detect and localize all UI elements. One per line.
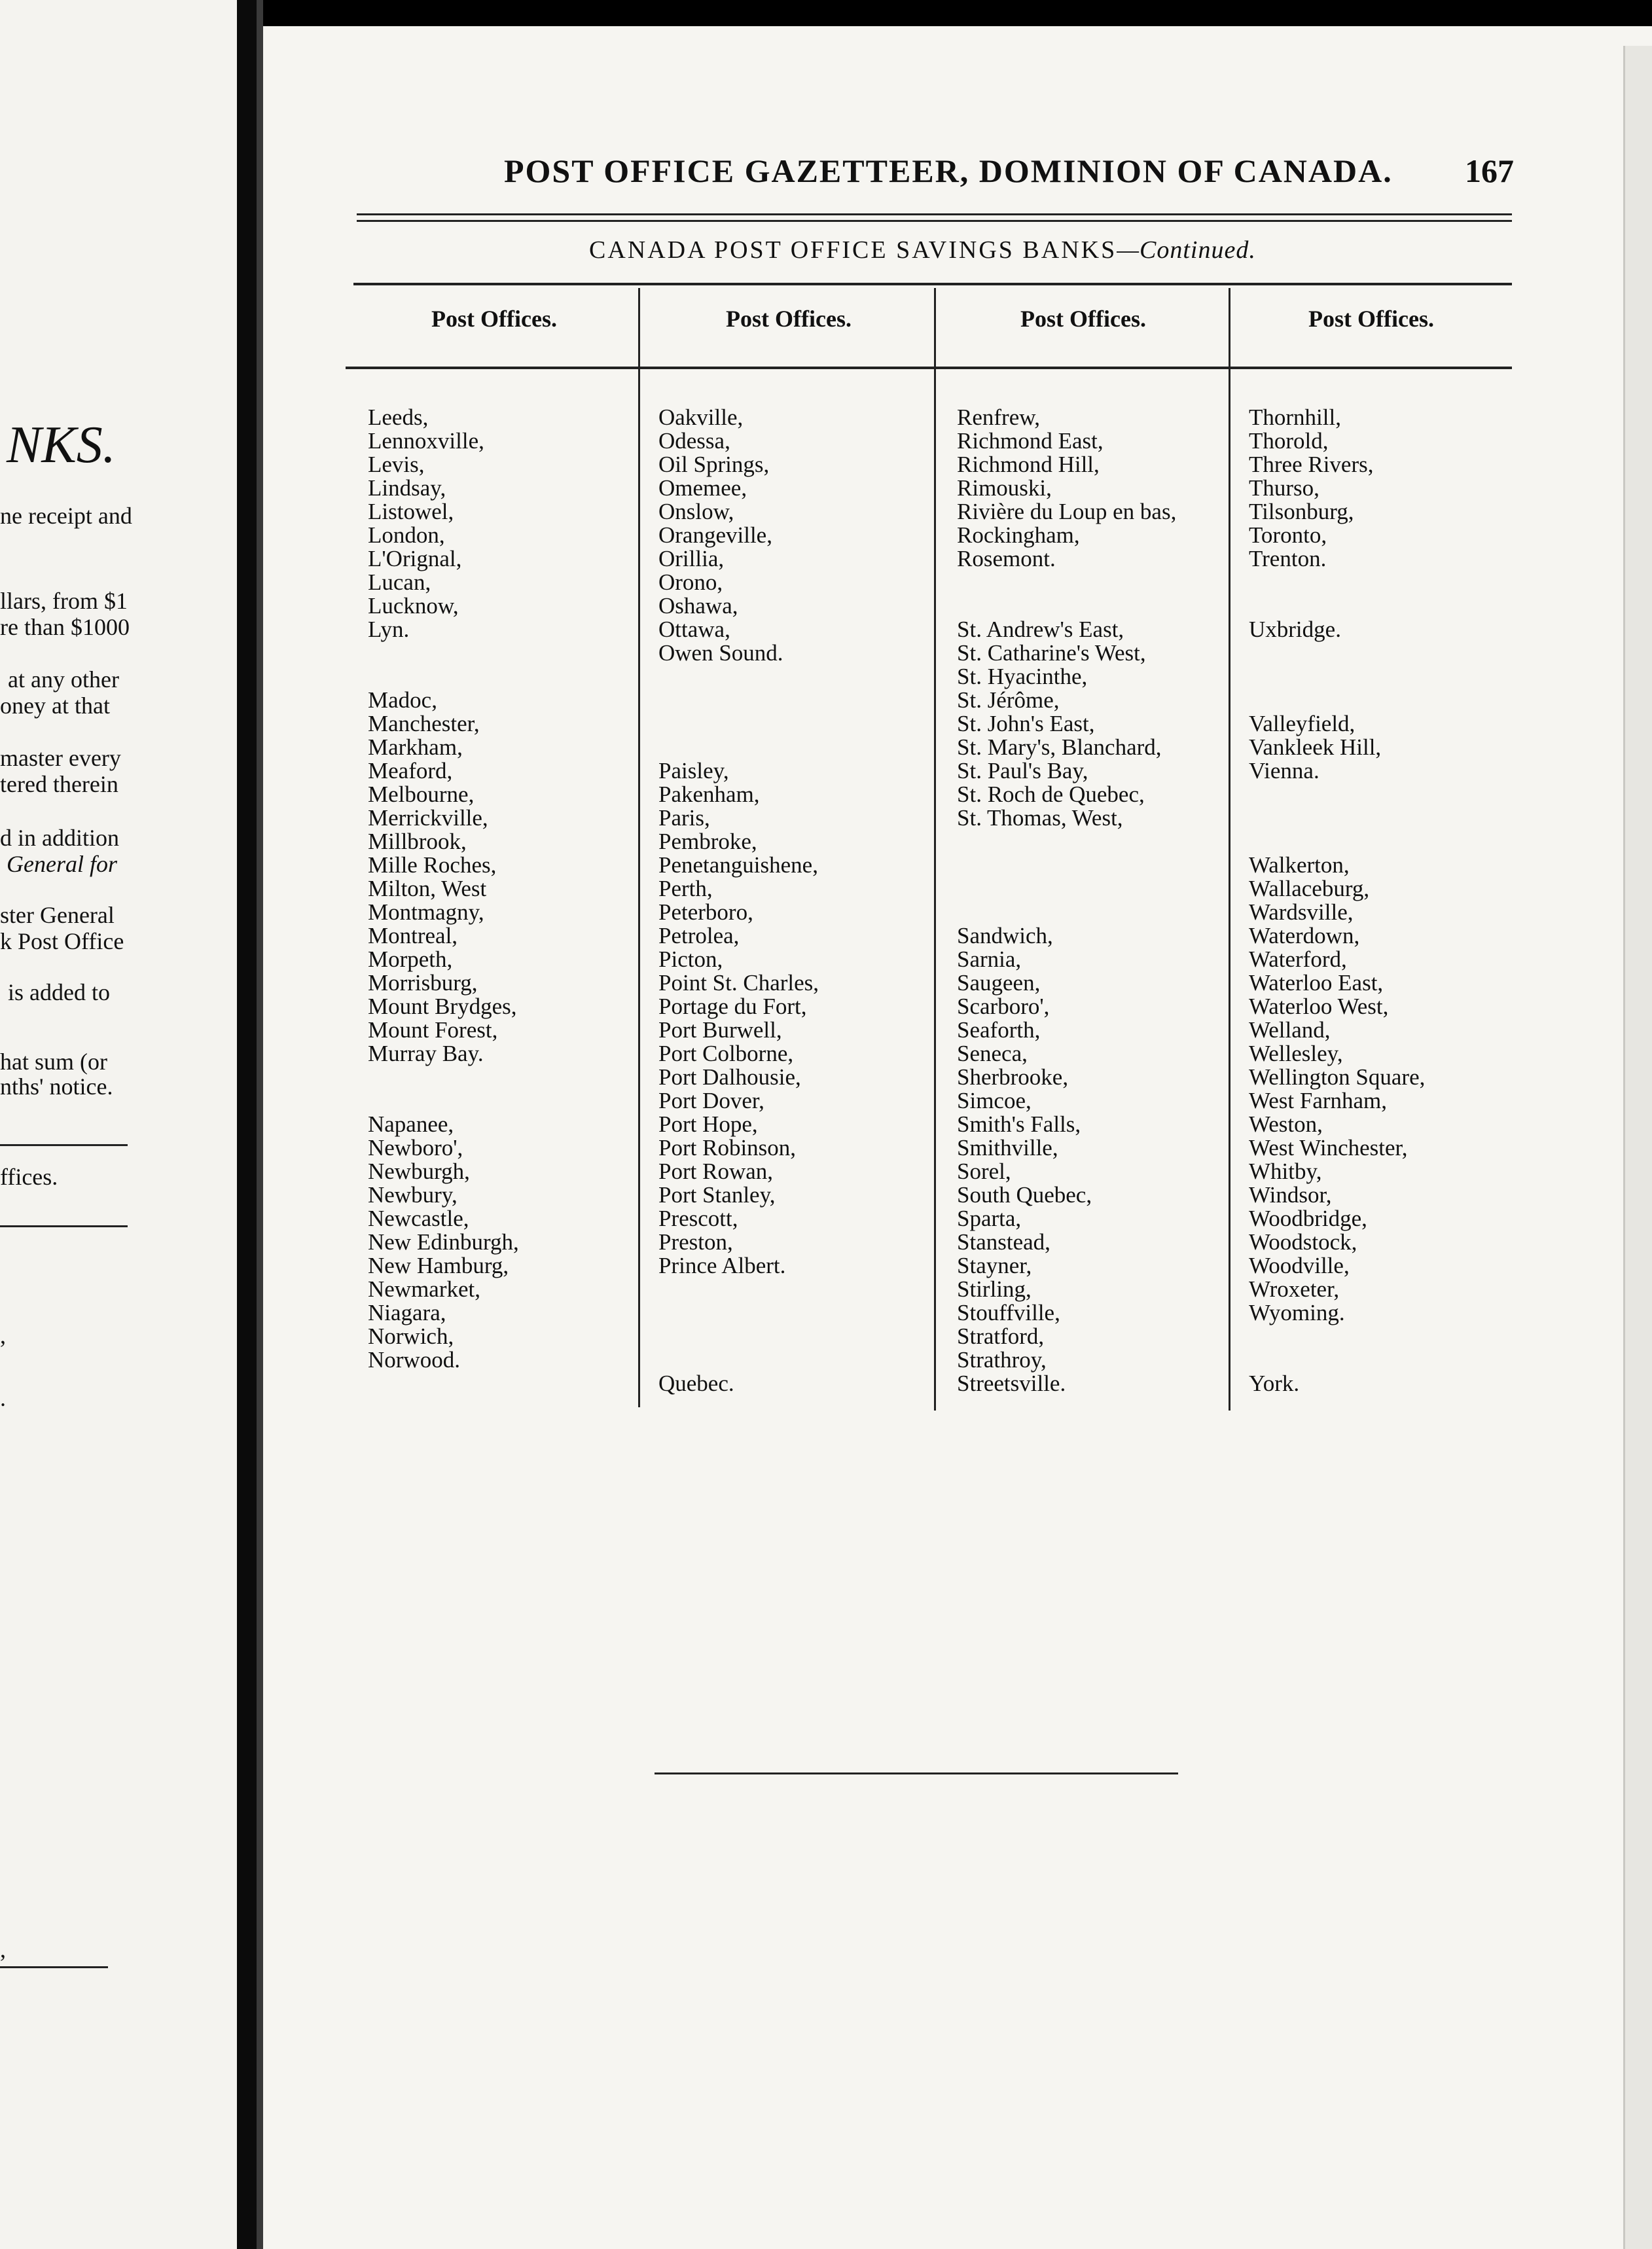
post-office-entry: Stirling,	[957, 1276, 1032, 1302]
left-page-text-16: ffices.	[0, 1164, 58, 1190]
post-office-entry: Milton, West	[368, 876, 487, 901]
post-office-entry: Richmond East,	[957, 428, 1104, 454]
post-office-entry: Woodstock,	[1249, 1229, 1357, 1255]
post-office-entry: Norwich,	[368, 1323, 454, 1349]
left-page-text-10: General for	[7, 851, 117, 877]
left-page-text-7: master every	[0, 745, 121, 771]
post-office-entry: St. Jérôme,	[957, 687, 1060, 713]
post-office-entry: Quebec.	[658, 1371, 734, 1396]
post-office-entry: St. Andrew's East,	[957, 617, 1124, 642]
post-office-entry: Orangeville,	[658, 522, 772, 548]
post-office-entry: Stouffville,	[957, 1300, 1060, 1325]
post-office-entry: Pakenham,	[658, 782, 760, 807]
post-office-entry: Thurso,	[1249, 475, 1320, 501]
post-office-entry: New Hamburg,	[368, 1253, 509, 1278]
column-heading-2: Post Offices.	[726, 306, 852, 332]
post-office-entry: Port Dover,	[658, 1088, 764, 1113]
post-office-entry: Point St. Charles,	[658, 970, 819, 996]
post-office-entry: Omemee,	[658, 475, 747, 501]
post-office-entry: St. Catharine's West,	[957, 640, 1146, 666]
left-page-text-8: tered therein	[0, 771, 118, 797]
column-heading-4: Post Offices.	[1308, 306, 1434, 332]
post-office-entry: London,	[368, 522, 445, 548]
post-office-entry: Simcoe,	[957, 1088, 1032, 1113]
post-office-entry: Rosemont.	[957, 546, 1056, 571]
post-office-entry: Wardsville,	[1249, 899, 1354, 925]
post-office-entry: Listowel,	[368, 499, 454, 524]
page-number: 167	[1465, 153, 1514, 189]
post-office-entry: St. Thomas, West,	[957, 805, 1123, 831]
post-office-entry: Newcastle,	[368, 1206, 469, 1231]
post-office-entry: Strathroy,	[957, 1347, 1047, 1373]
column-heading-1: Post Offices.	[431, 306, 557, 332]
post-office-entry: Seaforth,	[957, 1017, 1041, 1043]
left-page-text-5: at any other	[8, 666, 119, 693]
post-office-entry: Oshawa,	[658, 593, 738, 619]
post-office-entry: Merrickville,	[368, 805, 488, 831]
post-office-entry: Murray Bay.	[368, 1041, 484, 1066]
post-office-entry: Lucan,	[368, 569, 431, 595]
post-office-entry: New Edinburgh,	[368, 1229, 519, 1255]
post-office-entry: Oil Springs,	[658, 452, 770, 477]
left-page-text-17: ,	[0, 1322, 6, 1348]
post-office-entry: Stratford,	[957, 1323, 1045, 1349]
post-office-entry: St. Paul's Bay,	[957, 758, 1088, 783]
section-title	[589, 236, 1256, 264]
post-office-entry: Wyoming.	[1249, 1300, 1345, 1325]
post-office-entry: St. Roch de Quebec,	[957, 782, 1145, 807]
post-office-entry: Norwood.	[368, 1347, 460, 1373]
post-office-entry: Perth,	[658, 876, 713, 901]
post-office-entry: Sherbrooke,	[957, 1064, 1069, 1090]
post-office-entry: Uxbridge.	[1249, 617, 1341, 642]
post-office-entry: Toronto,	[1249, 522, 1327, 548]
post-office-entry: Lennoxville,	[368, 428, 484, 454]
post-office-entry: Levis,	[368, 452, 425, 477]
left-page-text-18: .	[0, 1385, 6, 1411]
left-page-text-12: k Post Office	[0, 928, 124, 954]
post-office-entry: Lucknow,	[368, 593, 459, 619]
closing-rule	[655, 1772, 1178, 1774]
post-office-entry: Trenton.	[1249, 546, 1327, 571]
left-page-rule-1	[0, 1144, 128, 1146]
post-office-entry: Napanee,	[368, 1111, 454, 1137]
post-office-entry: Port Colborne,	[658, 1041, 794, 1066]
post-office-entry: Newbury,	[368, 1182, 458, 1208]
section-title-text: CANADA POST OFFICE SAVINGS BANKS	[589, 236, 1117, 264]
section-continued: —Continued.	[1117, 236, 1256, 264]
post-office-entry: Wellington Square,	[1249, 1064, 1426, 1090]
post-office-entry: Manchester,	[368, 711, 480, 736]
post-office-entry: Newburgh,	[368, 1159, 470, 1184]
post-office-entry: Prescott,	[658, 1206, 738, 1231]
post-office-entry: Woodville,	[1249, 1253, 1350, 1278]
post-office-entry: Port Burwell,	[658, 1017, 782, 1043]
post-office-entry: Mount Forest,	[368, 1017, 498, 1043]
left-page-text-19: ,	[0, 1936, 6, 1962]
post-office-entry: Rimouski,	[957, 475, 1052, 501]
post-office-entry: Streetsville.	[957, 1371, 1066, 1396]
post-office-entry: Renfrew,	[957, 405, 1040, 430]
left-page-text-1: NKS.	[7, 416, 116, 474]
post-office-entry: Morpeth,	[368, 946, 453, 972]
post-office-entry: West Winchester,	[1249, 1135, 1408, 1160]
post-office-entry: Port Robinson,	[658, 1135, 797, 1160]
left-page-text-4: re than $1000	[0, 614, 130, 640]
post-office-entry: Wallaceburg,	[1249, 876, 1370, 901]
post-office-entry: Valleyfield,	[1249, 711, 1356, 736]
post-office-entry: Rivière du Loup en bas,	[957, 499, 1177, 524]
post-office-entry: Pembroke,	[658, 829, 757, 854]
post-office-entry: Waterdown,	[1249, 923, 1360, 948]
post-office-entry: Orillia,	[658, 546, 725, 571]
header-rule-bottom	[357, 220, 1512, 222]
post-office-entry: Madoc,	[368, 687, 437, 713]
post-office-entry: Smith's Falls,	[957, 1111, 1081, 1137]
left-page-text-13: is added to	[8, 979, 110, 1005]
book-gutter	[257, 0, 263, 2249]
post-office-entry: Stayner,	[957, 1253, 1032, 1278]
post-office-entry: South Quebec,	[957, 1182, 1092, 1208]
post-office-entry: Thorold,	[1249, 428, 1329, 454]
left-page-fragment	[0, 0, 237, 2249]
post-office-entry: Waterloo East,	[1249, 970, 1384, 996]
post-office-entry: St. Mary's, Blanchard,	[957, 734, 1162, 760]
post-office-entry: Walkerton,	[1249, 852, 1350, 878]
book-spine	[237, 0, 257, 2249]
post-office-entry: Stanstead,	[957, 1229, 1050, 1255]
post-office-entry: Whitby,	[1249, 1159, 1322, 1184]
post-office-entry: Ottawa,	[658, 617, 730, 642]
left-page-rule-2	[0, 1225, 128, 1227]
post-office-entry: West Farnham,	[1249, 1088, 1388, 1113]
post-office-entry: Port Dalhousie,	[658, 1064, 801, 1090]
post-office-entry: Vienna.	[1249, 758, 1320, 783]
left-page-rule-3	[0, 1966, 108, 1968]
post-office-entry: Wroxeter,	[1249, 1276, 1340, 1302]
post-office-entry: Wellesley,	[1249, 1041, 1343, 1066]
post-office-entry: Newmarket,	[368, 1276, 481, 1302]
post-office-entry: Melbourne,	[368, 782, 475, 807]
post-office-entry: Smithville,	[957, 1135, 1058, 1160]
post-office-entry: Mille Roches,	[368, 852, 497, 878]
post-office-entry: Saugeen,	[957, 970, 1041, 996]
left-page-text-14: hat sum (or	[0, 1049, 107, 1075]
table-header-rule	[346, 367, 1512, 369]
post-office-entry: Newboro',	[368, 1135, 463, 1160]
post-office-entry: Penetanguishene,	[658, 852, 818, 878]
post-office-entry: Preston,	[658, 1229, 733, 1255]
post-office-entry: Morrisburg,	[368, 970, 478, 996]
post-office-entry: Port Rowan,	[658, 1159, 773, 1184]
page-edge	[1623, 46, 1652, 2249]
post-office-entry: Scarboro',	[957, 994, 1050, 1019]
post-office-entry: Oakville,	[658, 405, 744, 430]
post-office-entry: Leeds,	[368, 405, 429, 430]
post-office-entry: Niagara,	[368, 1300, 446, 1325]
post-office-entry: Sparta,	[957, 1206, 1022, 1231]
column-divider-3	[1229, 288, 1230, 1411]
post-office-entry: Waterloo West,	[1249, 994, 1389, 1019]
post-office-entry: Petrolea,	[658, 923, 740, 948]
column-divider-2	[934, 288, 936, 1411]
running-title: POST OFFICE GAZETTEER, DOMINION OF CANADA.	[504, 153, 1393, 189]
post-office-entry: Paisley,	[658, 758, 729, 783]
post-office-entry: St. John's East,	[957, 711, 1095, 736]
post-office-entry: Seneca,	[957, 1041, 1028, 1066]
post-office-entry: Montmagny,	[368, 899, 484, 925]
post-office-entry: Port Stanley,	[658, 1182, 776, 1208]
post-office-entry: Port Hope,	[658, 1111, 758, 1137]
post-office-entry: Thornhill,	[1249, 405, 1341, 430]
post-office-entry: Owen Sound.	[658, 640, 783, 666]
post-office-entry: Peterboro,	[658, 899, 753, 925]
left-page-text-2: ne receipt and	[0, 503, 132, 529]
post-office-entry: Waterford,	[1249, 946, 1347, 972]
post-office-entry: Picton,	[658, 946, 723, 972]
post-office-entry: Richmond Hill,	[957, 452, 1100, 477]
table-top-rule	[353, 283, 1512, 285]
left-page-text-9: d in addition	[0, 825, 119, 851]
left-page-text-15: nths' notice.	[0, 1073, 113, 1100]
left-page-text-3: llars, from $1	[0, 588, 128, 614]
column-heading-3: Post Offices.	[1020, 306, 1146, 332]
post-office-entry: Prince Albert.	[658, 1253, 786, 1278]
post-office-entry: Meaford,	[368, 758, 453, 783]
post-office-entry: Markham,	[368, 734, 463, 760]
header-rule-top	[357, 213, 1512, 215]
post-office-entry: Sandwich,	[957, 923, 1053, 948]
post-office-entry: Lindsay,	[368, 475, 446, 501]
post-office-entry: Montreal,	[368, 923, 458, 948]
post-office-entry: Weston,	[1249, 1111, 1323, 1137]
post-office-entry: Woodbridge,	[1249, 1206, 1367, 1231]
post-office-entry: Rockingham,	[957, 522, 1080, 548]
post-office-entry: Windsor,	[1249, 1182, 1332, 1208]
post-office-entry: St. Hyacinthe,	[957, 664, 1088, 689]
post-office-entry: Vankleek Hill,	[1249, 734, 1382, 760]
post-office-entry: L'Orignal,	[368, 546, 462, 571]
left-page-text-6: oney at that	[0, 693, 110, 719]
post-office-entry: Lyn.	[368, 617, 410, 642]
post-office-entry: York.	[1249, 1371, 1300, 1396]
post-office-entry: Orono,	[658, 569, 723, 595]
post-office-entry: Onslow,	[658, 499, 734, 524]
post-office-entry: Welland,	[1249, 1017, 1331, 1043]
post-office-entry: Paris,	[658, 805, 710, 831]
post-office-entry: Odessa,	[658, 428, 730, 454]
post-office-entry: Mount Brydges,	[368, 994, 517, 1019]
left-page-text-11: ster General	[0, 902, 115, 928]
post-office-entry: Tilsonburg,	[1249, 499, 1354, 524]
post-office-entry: Three Rivers,	[1249, 452, 1374, 477]
post-office-entry: Portage du Fort,	[658, 994, 807, 1019]
column-divider-1	[638, 288, 640, 1407]
post-office-entry: Millbrook,	[368, 829, 467, 854]
post-office-entry: Sorel,	[957, 1159, 1011, 1184]
post-office-entry: Sarnia,	[957, 946, 1022, 972]
